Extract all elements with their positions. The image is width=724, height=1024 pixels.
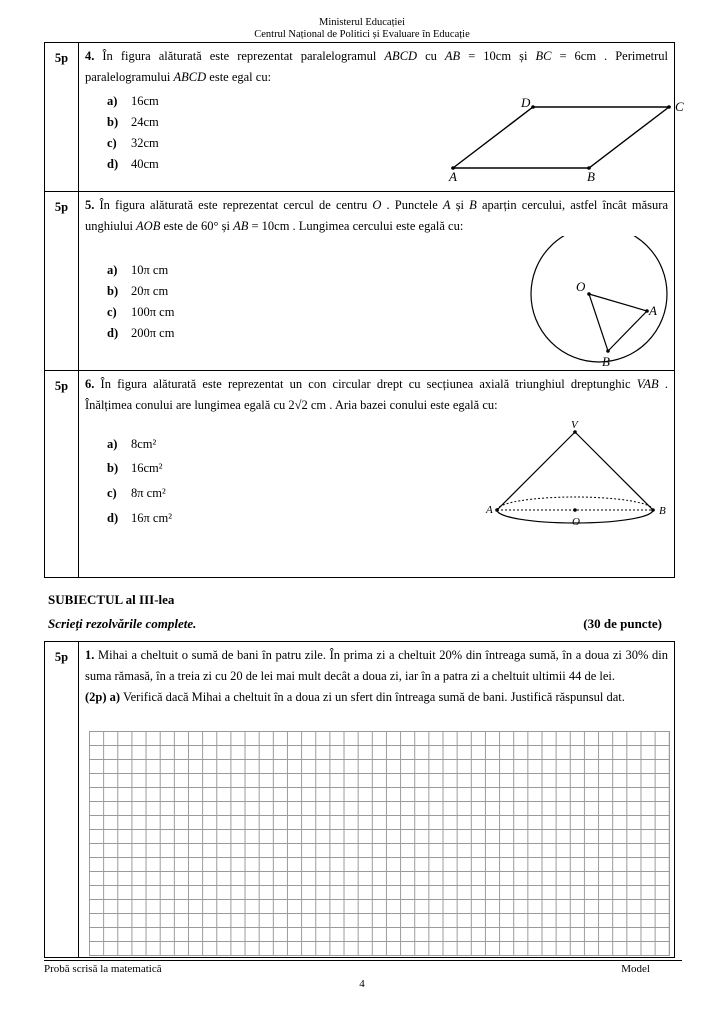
q6-option-c: c) 8π cm² bbox=[107, 486, 166, 500]
circle-figure bbox=[519, 236, 699, 371]
q6-text: 6. În figura alăturată este reprezentat un con circular drept cu secțiunea axială triunghiul dreptunghic VAB . Înălțimea conului are lungimea egală cu 2√2 cm . Aria bazei conului este egală cu: bbox=[85, 377, 668, 412]
label-b: B bbox=[602, 354, 610, 369]
q6-option-d: d) 16π cm² bbox=[107, 511, 172, 525]
q5-option-a: a) 10π cm bbox=[107, 263, 169, 277]
label-d: D bbox=[521, 95, 531, 110]
q5-option-b: b) 20π cm bbox=[107, 284, 169, 298]
section-instruction: Scrieți rezolvările complete. bbox=[48, 616, 197, 631]
q5-cell bbox=[79, 192, 675, 371]
page-number: 4 bbox=[359, 978, 365, 990]
label-o: O bbox=[572, 516, 580, 528]
label-b: B bbox=[587, 169, 595, 184]
section-title: SUBIECTUL al III-lea bbox=[48, 592, 175, 607]
section-points: (30 de puncte) bbox=[583, 616, 662, 631]
questions-table bbox=[44, 42, 684, 578]
q4-text: 4. În figura alăturată este reprezentat paralelogramul ABCD cu AB = 10cm și BC = 6cm . Perimetrul paralelogramului ABCD este egal cu: bbox=[85, 49, 668, 84]
label-a: A bbox=[449, 169, 457, 184]
label-o: O bbox=[576, 279, 586, 294]
problem-text: 1. Mihai a cheltuit o sumă de bani în patru zile. În prima zi a cheltuit 20% din întreaga sumă, în a doua zi 30% din suma rămasă, în a treia zi cu 20 de lei mai mult decât a doua zi, iar în a patra zi a cheltuit ultimii 44 de lei. bbox=[85, 648, 668, 683]
q4-option-a: a) 16cm bbox=[107, 94, 159, 108]
footer-divider bbox=[44, 960, 682, 961]
q5-text: 5. În figura alăturată este reprezentat cercul de centru O . Punctele A și B aparțin cercului, astfel încât măsura unghiului AOB este de 60° și AB = 10cm . Lungimea cercului este egală cu: bbox=[85, 198, 668, 233]
q6-cell bbox=[79, 371, 675, 578]
header-center: Centrul Național de Politici și Evaluare în Educație bbox=[254, 29, 470, 40]
label-b: B bbox=[659, 505, 666, 517]
cone-figure bbox=[474, 419, 694, 539]
problem-points: 5p bbox=[45, 642, 79, 958]
q5-option-d: d) 200π cm bbox=[107, 326, 175, 340]
q5-points: 5p bbox=[45, 192, 79, 371]
answer-grid[interactable] bbox=[89, 731, 670, 956]
parallelogram-figure bbox=[409, 95, 699, 185]
footer-left: Probă scrisă la matematică bbox=[44, 963, 162, 975]
label-v: V bbox=[571, 419, 578, 431]
q4-cell bbox=[79, 43, 684, 192]
q6-option-b: b) 16cm² bbox=[107, 461, 163, 475]
q4-option-c: c) 32cm bbox=[107, 136, 159, 150]
q5-option-c: c) 100π cm bbox=[107, 305, 175, 319]
label-c: C bbox=[675, 99, 684, 114]
q6-option-a: a) 8cm² bbox=[107, 437, 157, 451]
label-a: A bbox=[649, 303, 657, 318]
problem-subquestion: (2p) a) Verifică dacă Mihai a cheltuit în a doua zi un sfert din întreaga sumă de bani. Justifică răspunsul dat. bbox=[85, 690, 625, 704]
q4-points: 5p bbox=[45, 43, 79, 192]
q4-option-b: b) 24cm bbox=[107, 115, 159, 129]
header-ministry: Ministerul Educației bbox=[318, 17, 406, 28]
footer-right: Model bbox=[621, 963, 650, 975]
q4-option-d: d) 40cm bbox=[107, 157, 159, 171]
label-a: A bbox=[486, 504, 493, 516]
q6-points: 5p bbox=[45, 371, 79, 578]
